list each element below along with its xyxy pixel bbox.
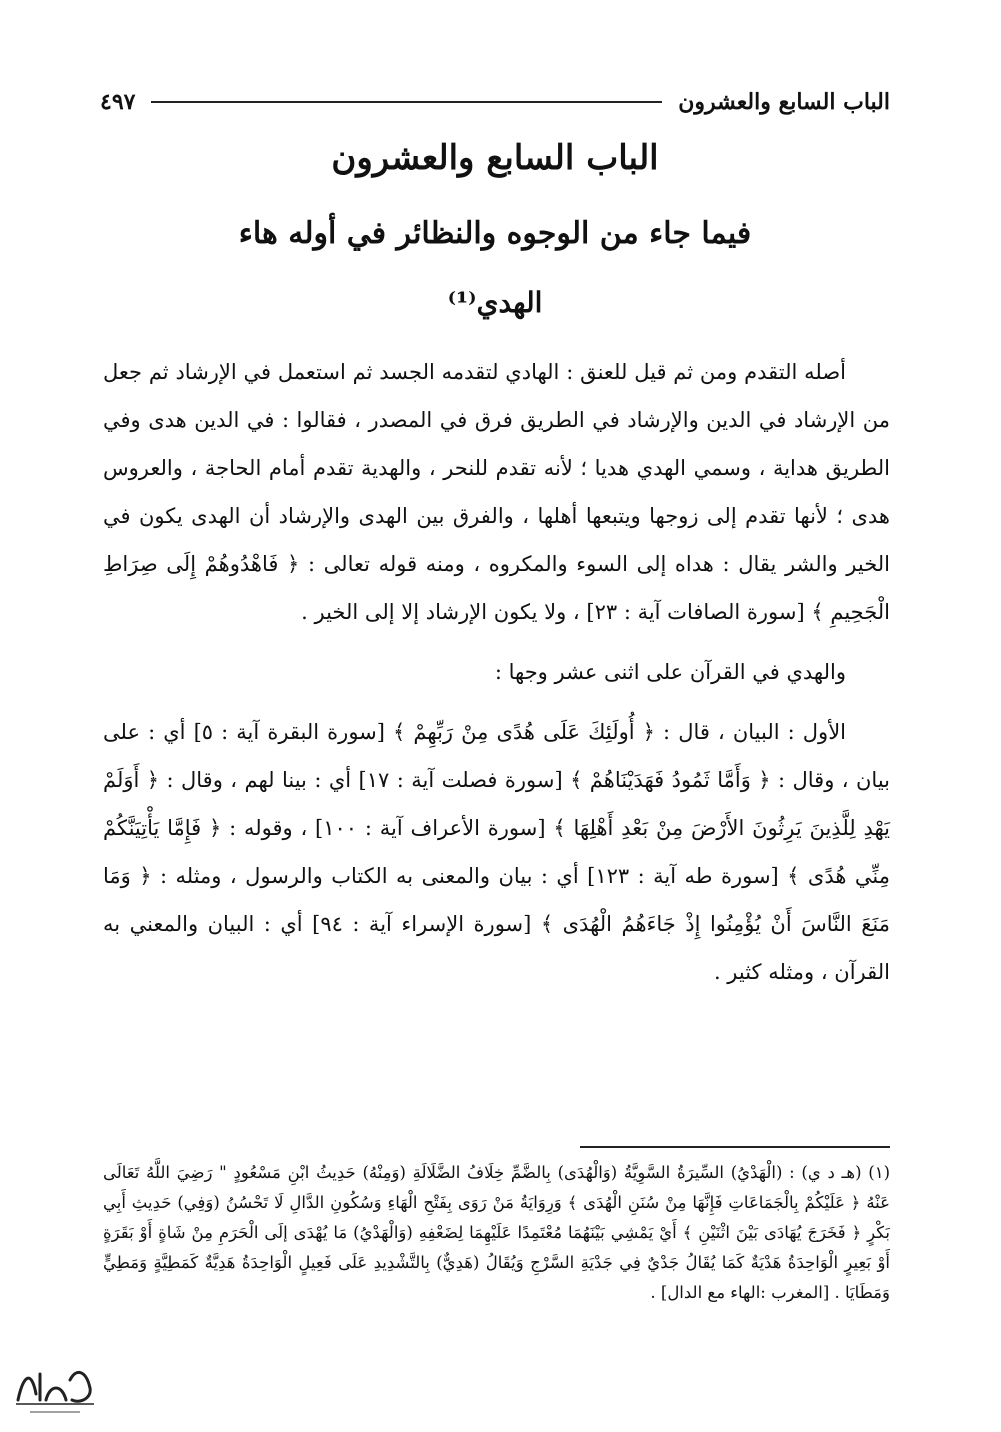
count-paragraph: والهدي في القرآن على اثنى عشر وجها : bbox=[494, 660, 846, 684]
library-stamp-icon bbox=[10, 1360, 100, 1418]
main-text bbox=[103, 348, 890, 996]
footnote: (١) (هـ د ي) : (الْهَدْيُ) السِّيرَةُ السَّوِيَّةُ (وَالْهُدَى) بِالضَّمِّ خِلَافُ الضَّلَالَةِ (وَمِنْهُ) حَدِيثُ ابْنِ مَسْعُودٍ " رَضِيَ اللَّهُ تَعَالَى عَنْهُ ﴿ عَلَيْكُمْ بِالْجَمَاعَاتِ فَإِنَّهَا مِنْ سُنَنِ الْهُدَى ﴾ وَرِوَايَةُ مَنْ رَوَى بِفَتْحِ الْهَاءِ وَسُكُونِ الدَّالِ لَا تَحْسُنُ (وَفِي) حَدِيثِ أَبِي بَكْرٍ ﴿ فَخَرَجَ يُهَادَى بَيْنَ اثْنَيْنِ ﴾ أَيْ يَمْشِي بَيْنَهُمَا مُعْتَمِدًا عَلَيْهِمَا لِضَعْفِهِ (وَالْهَدْيُ) مَا يُهْدَى إلَى الْحَرَمِ مِنْ شَاةٍ أَوْ بَقَرَةٍ أَوْ بَعِيرٍ الْوَاحِدَةُ هَدْيَةٌ كَمَا يُقَالُ جَدْيٌ فِي جَدْيَةِ السَّرْجِ وَيُقَالُ (هَدِيٌّ) بِالتَّشْدِيدِ عَلَى فَعِيلٍ الْوَاحِدَةُ هَدِيَّةٌ كَمَطِيَّةٍ وَمَطِيٍّ وَمَطَايَا . [المغرب :الهاء مع الدال] . bbox=[103, 1163, 890, 1302]
chapter-subtitle: فيما جاء من الوجوه والنظائر في أوله هاء bbox=[238, 216, 752, 251]
intro-paragraph: أصله التقدم ومن ثم قيل للعنق : الهادي لتقدمه الجسد ثم استعمل في الإرشاد ثم جعل من الإرشاد في الدين والإرشاد في الطريق فرق في المصدر ، فقالوا : في الدين هدى وفي الطريق هداية ، وسمي الهدي هديا ؛ لأنه تقدم للنحر ، والهدية تقدم أمام الحاجة ، والعروس هدى ؛ لأنها تقدم إلى زوجها ويتبعها أهلها ، والفرق بين الهدى والإرشاد أن الهدى يكون في الخير والشر يقال : هداه إلى السوء والمكروه ، ومنه قوله تعالى : ﴿ فَاهْدُوهُمْ إِلَى صِرَاطِ الْجَحِيمِ ﴾ [سورة الصافات آية : ٢٣] ، ولا يكون الإرشاد إلا إلى الخير . bbox=[103, 360, 890, 624]
first-meaning-paragraph: الأول : البيان ، قال : ﴿ أُولَئِكَ عَلَى هُدًى مِنْ رَبِّهِمْ ﴾ [سورة البقرة آية : ٥] أي : على بيان ، وقال : ﴿ وَأَمَّا ثَمُودُ فَهَدَيْنَاهُمْ ﴾ [سورة فصلت آية : ١٧] أي : بينا لهم ، وقال : ﴿ أَوَلَمْ يَهْدِ لِلَّذِينَ يَرِثُونَ الأَرْضَ مِنْ بَعْدِ أَهْلِهَا ﴾ [سورة الأعراف آية : ١٠٠] ، وقوله : ﴿ فَإِمَّا يَأْتِيَنَّكُمْ مِنِّي هُدًى ﴾ [سورة طه آية : ١٢٣] أي : بيان والمعنى به الكتاب والرسول ، ومثله : ﴿ وَمَا مَنَعَ النَّاسَ أَنْ يُؤْمِنُوا إِذْ جَاءَهُمُ الْهُدَى ﴾ [سورة الإسراء آية : ٩٤] أي : البيان والمعني به القرآن ، ومثله كثير . bbox=[103, 720, 891, 984]
running-title: الباب السابع والعشرون bbox=[678, 89, 890, 115]
running-header bbox=[100, 84, 890, 120]
entry-heading: الهدي⁽¹⁾ bbox=[447, 286, 543, 319]
chapter-title: الباب السابع والعشرون bbox=[331, 138, 659, 178]
footnote-rule bbox=[580, 1146, 890, 1148]
header-rule bbox=[151, 101, 662, 103]
page-number: ٤٩٧ bbox=[100, 89, 136, 115]
